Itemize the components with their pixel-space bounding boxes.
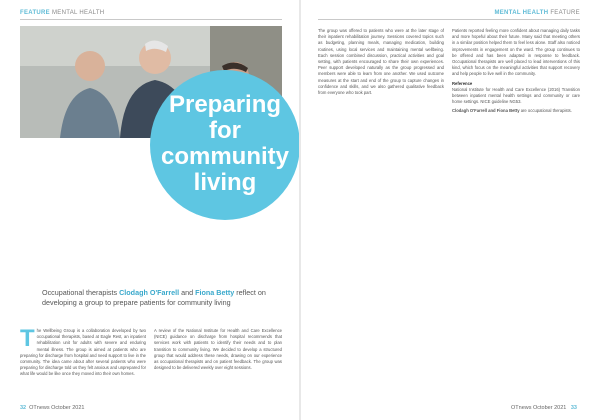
left-body-column-1	[20, 328, 146, 400]
author-2: Fiona Betty	[195, 288, 235, 297]
standfirst-intro: Occupational therapists	[42, 288, 120, 297]
headline-line-3: community	[160, 143, 289, 170]
references-text: National Institute for Health and Care Excellence (2016) Transition between inpatient mental health settings and community or care home settings. NICE guideline NG53.	[452, 86, 580, 105]
left-footer	[20, 405, 84, 411]
standfirst-rest: reflect on developing a group to prepare patients for community living	[42, 288, 266, 307]
page-header	[20, 10, 104, 16]
standfirst	[42, 288, 272, 307]
page-number: 33	[570, 405, 577, 411]
headline-line-4: living	[193, 169, 257, 196]
right-footer	[511, 405, 580, 411]
page-number: 32	[20, 405, 27, 411]
drop-cap: T	[20, 328, 35, 352]
headline-circle	[150, 70, 300, 220]
standfirst-and: and	[179, 288, 196, 297]
headline-line-1: Preparing	[168, 91, 282, 118]
right-col1-text: The group was offered to patients who were at the later stage of their inpatient rehabilitation journey. Sessions covered topics such as budgeting, planning meals, managing medication, building routines, using local services and maintaining mental wellbeing. Each session combined discussion, practical activities and goal setting, with patients encouraged to share their own experiences. Peer support developed naturally as the group progressed and members were able to learn from one another. We used outcome measures at the start and end of the group to capture changes in confidence and skills, and we also gathered qualitative feedback from everyone who took part.	[318, 28, 444, 96]
references-heading: Reference	[452, 80, 473, 86]
right-body-column-2	[452, 28, 580, 400]
header-section: FEATURE	[550, 10, 580, 16]
header-section: FEATURE	[20, 10, 50, 16]
header-rule	[20, 19, 282, 20]
bio-names: Clodagh O'Farrell and Fiona Betty	[452, 108, 520, 114]
header-topic: MENTAL HEALTH	[51, 10, 105, 16]
right-page	[300, 0, 600, 420]
author-1: Clodagh O'Farrell	[119, 288, 180, 297]
left-col2-text: A review of the National Institute for Health and Care Excellence (NICE) guidance on discharge from hospital recommends that services work with patients to identify their needs and to plan transition to community living. We decided to develop a structured group that would address these needs, drawing on our experience as occupational therapists and on patient feedback. The group was designed to be delivered weekly over eight sessions.	[154, 328, 282, 371]
left-body-column-2	[154, 328, 282, 400]
header-topic: MENTAL HEALTH	[494, 10, 549, 16]
author-bio	[452, 108, 580, 114]
left-col1-text: he Wellbeing Group is a collaboration developed by two occupational therapists, based at Eagle Rest, an inpatient rehabilitation unit for adults with severe and enduring mental illness. The group is aimed at patients who are preparing for discharge from hospital and need support to live in the community. The idea came about after several patients who were preparing for discharge told us they felt anxious and unprepared for what life would be like once they moved into their own homes.	[20, 328, 146, 377]
right-body-column-1	[318, 28, 444, 400]
bio-text: are occupational therapists.	[519, 108, 572, 114]
publication-name: OTnews October 2021	[29, 405, 85, 411]
right-col2-text: Patients reported feeling more confident about managing daily tasks and more hopeful about their future. Many said that meeting others in a similar position helped them to feel less alone. Staff also noticed improvements in engagement on the ward. The group continues to be offered and has been adapted in response to feedback. Occupational therapists are well placed to lead interventions of this kind, which focus on the meaningful activities that support recovery and help people to live well in the community.	[452, 28, 580, 77]
headline-line-2: for	[209, 117, 241, 144]
page-header	[494, 10, 580, 16]
header-rule	[318, 19, 580, 20]
publication-name: OTnews October 2021	[511, 405, 567, 411]
